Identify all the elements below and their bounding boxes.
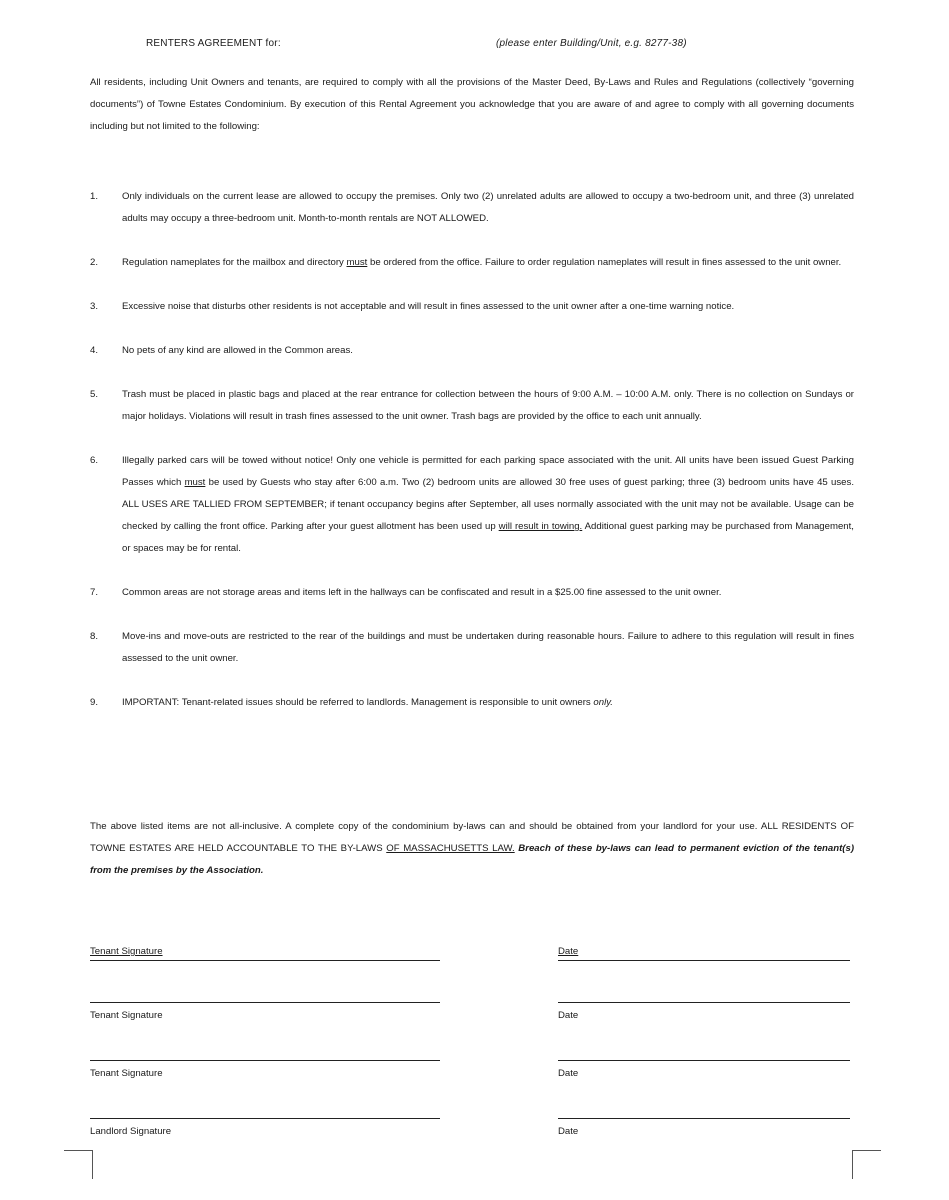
signature-line[interactable] bbox=[90, 960, 440, 961]
item-text: Excessive noise that disturbs other residents is not acceptable and will result in fines assessed to the unit owner after a one-time warning notice. bbox=[122, 301, 735, 312]
signature-line[interactable] bbox=[90, 1118, 440, 1119]
signature-block bbox=[90, 990, 854, 1030]
list-item bbox=[90, 626, 854, 670]
date-label: Date bbox=[558, 1068, 579, 1079]
signature-label: Landlord Signature bbox=[90, 1126, 172, 1137]
rules-list bbox=[90, 186, 854, 736]
signature-label: Tenant Signature bbox=[90, 1068, 163, 1079]
emphasis-only: only. bbox=[593, 697, 613, 708]
signature-label: Tenant Signature bbox=[90, 946, 163, 957]
intro-paragraph: All residents, including Unit Owners and tenants, are required to comply with all the provisions of the Master Deed, By-Laws and Rules and Regulations (collectively “governing documents”) of Towne Estates Condominium. By execution of this Rental Agreement you acknowledge that you are aware of and agree to comply with all governing documents including but not limited to the following: bbox=[90, 77, 854, 132]
item-number: 2. bbox=[90, 257, 99, 268]
closing-paragraph bbox=[90, 816, 854, 882]
item-text: be used by Guests who stay after 6:00 a.m. Two (2) bedroom units are allowed 30 free uses of guest parking; three (3) bedroom units have 45 uses. ALL USES ARE TALLIED FROM SEPTEMBER; if tenant occupancy begins after September, all uses normally associated with the unit may not be available. Usage can be checked by calling the front office. Parking after your guest allotment has been used up bbox=[122, 477, 854, 532]
item-text: Only individuals on the current lease are allowed to occupy the premises. Only two (2) unrelated adults are allowed to occupy a two-bedroom unit, and three (3) unrelated adults may occupy a three-bedroom unit. Month-to-month rentals are NOT ALLOWED. bbox=[122, 191, 854, 224]
list-item bbox=[90, 186, 854, 230]
signature-block bbox=[90, 946, 854, 986]
list-item bbox=[90, 384, 854, 428]
closing-text: The above listed items are not all-inclusive. A complete copy of the condominium by-laws can and should be obtained from your landlord for your use. ALL RESIDENTS OF TOWNE ESTATES ARE HELD ACCOUNTABLE TO THE BY-LAWS bbox=[90, 821, 854, 854]
emphasis-must: must bbox=[346, 257, 368, 268]
signature-label: Tenant Signature bbox=[90, 1010, 163, 1021]
item-text: be ordered from the office. Failure to order regulation nameplates will result in fines assessed to the unit owner. bbox=[367, 257, 842, 268]
item-text: IMPORTANT: Tenant-related issues should be referred to landlords. Management is responsible to unit owners bbox=[122, 697, 594, 708]
signature-line[interactable] bbox=[90, 1002, 440, 1003]
date-line[interactable] bbox=[558, 1002, 850, 1003]
list-item bbox=[90, 340, 854, 362]
list-item bbox=[90, 582, 854, 604]
emphasis-towing: will result in towing. bbox=[498, 521, 583, 532]
item-number: 9. bbox=[90, 697, 99, 708]
signature-block bbox=[90, 1106, 854, 1146]
item-number: 8. bbox=[90, 631, 99, 642]
signature-line[interactable] bbox=[90, 1060, 440, 1061]
item-number: 4. bbox=[90, 345, 99, 356]
item-number: 3. bbox=[90, 301, 99, 312]
agreement-title: RENTERS AGREEMENT for: bbox=[146, 38, 281, 49]
closing-warning: Breach of these by-laws can lead to permanent eviction of the tenant(s) from the premises by the Association. bbox=[90, 843, 855, 876]
list-item bbox=[90, 252, 854, 274]
list-item bbox=[90, 450, 854, 560]
item-number: 1. bbox=[90, 191, 99, 202]
item-number: 7. bbox=[90, 587, 99, 598]
item-text: Additional guest parking may be purchased from Management, or spaces may be for rental. bbox=[122, 521, 854, 554]
item-text: Illegally parked cars will be towed without notice! Only one vehicle is permitted for each parking space associated with the unit. All units have been issued Guest Parking Passes which bbox=[122, 455, 854, 488]
signature-block bbox=[90, 1048, 854, 1088]
building-unit-hint: (please enter Building/Unit, e.g. 8277-38) bbox=[496, 38, 687, 49]
item-text: Trash must be placed in plastic bags and placed at the rear entrance for collection between the hours of 9:00 A.M. – 10:00 A.M. only. There is no collection on Sundays or major holidays. Violations will result in trash fines assessed to the unit owner. Trash bags are provided by the office to each unit annually. bbox=[122, 389, 854, 422]
list-item bbox=[90, 296, 854, 318]
list-item bbox=[90, 692, 854, 714]
date-line[interactable] bbox=[558, 960, 850, 961]
page-corner-mark-right bbox=[852, 1150, 881, 1179]
date-label: Date bbox=[558, 1010, 579, 1021]
item-number: 5. bbox=[90, 389, 99, 400]
date-label: Date bbox=[558, 1126, 579, 1137]
item-text: Move-ins and move-outs are restricted to the rear of the buildings and must be undertaken during reasonable hours. Failure to adhere to this regulation will result in fines assessed to the unit owner. bbox=[122, 631, 854, 664]
item-text: Regulation nameplates for the mailbox and directory bbox=[122, 257, 347, 268]
item-text: No pets of any kind are allowed in the Common areas. bbox=[122, 345, 353, 356]
document-header bbox=[146, 38, 769, 54]
item-text: Common areas are not storage areas and items left in the hallways can be confiscated and result in a $25.00 fine assessed to the unit owner. bbox=[122, 587, 722, 598]
emphasis-law: OF MASSACHUSETTS LAW. bbox=[386, 843, 515, 854]
date-line[interactable] bbox=[558, 1118, 850, 1119]
item-number: 6. bbox=[90, 455, 99, 466]
page-corner-mark-left bbox=[64, 1150, 93, 1179]
date-label: Date bbox=[558, 946, 579, 957]
date-line[interactable] bbox=[558, 1060, 850, 1061]
emphasis-must: must bbox=[184, 477, 206, 488]
